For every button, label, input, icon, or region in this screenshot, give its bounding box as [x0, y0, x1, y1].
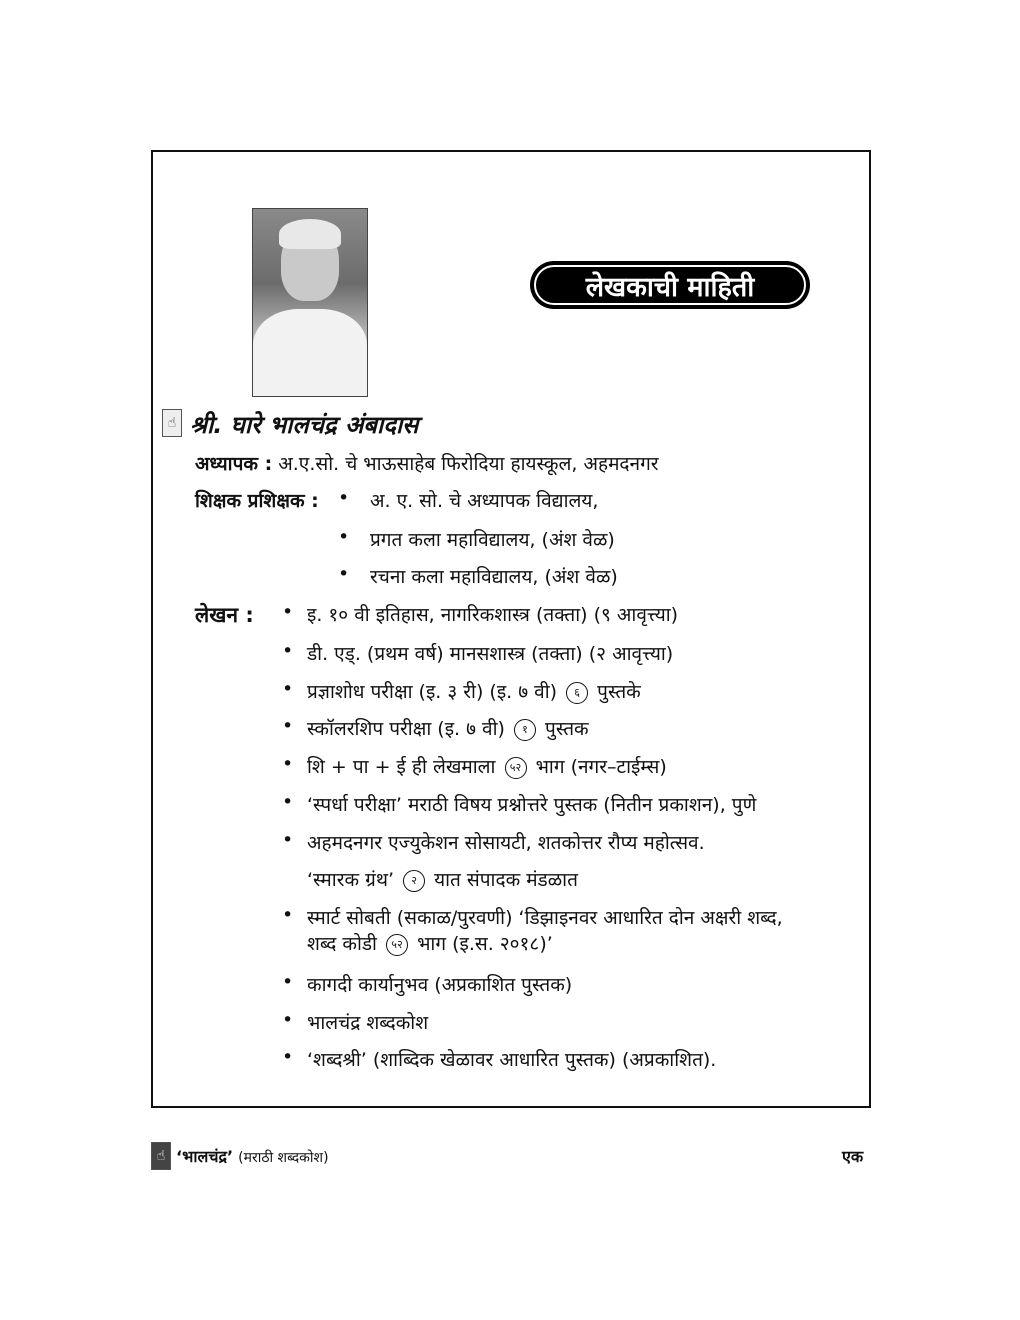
- bullet: •: [282, 791, 294, 813]
- circled-number: १: [514, 719, 536, 741]
- writing-item: स्मार्ट सोबती (सकाळ/पुरवणी) ‘डिझाइनवर आधारित दोन अक्षरी शब्द,: [307, 907, 783, 929]
- trainer-label: शिक्षक प्रशिक्षक :: [195, 490, 319, 512]
- trainer-item: अ. ए. सो. चे अध्यापक विद्यालय,: [370, 490, 599, 512]
- writing-item: स्कॉलरशिप परीक्षा (इ. ७ वी) १ पुस्तक: [307, 718, 589, 740]
- bullet: •: [282, 640, 294, 662]
- bullet: •: [282, 678, 294, 700]
- page-number: एक: [842, 1147, 864, 1166]
- hand-icon: ☝: [151, 1142, 171, 1170]
- bullet: •: [282, 1046, 294, 1068]
- circled-number: ६: [566, 682, 588, 704]
- document-page: लेखकाची माहिती ☝ श्री. घारे भालचंद्र अंबादास अध्यापक : अ.ए.सो. चे भाऊसाहेब फिरोदिया हायस्कूल, अहमदनगर शिक्षक प्रशिक्षक : • अ. ए. सो. चे अध्यापक विद्यालय, • प्रगत कला महाविद्यालय, (अंश वेळ) • रचना कला महाविद्यालय, (अंश वेळ) लेखन : • इ. १० वी इतिहास, नागरिकशास्त्र (तक्ता) (९ आवृत्त्या) • डी. एड्. (प्रथम वर्ष) मानसशास्त्र (तक्ता) (२ आवृत्त्या) • प्रज्ञाशोध परीक्षा (इ. ३ री) (इ. ७ वी) ६ पुस्तके • स्कॉलरशिप परीक्षा (इ. ७ वी) १ पुस्तक • शि + पा + ई ही लेखमाला ५२ भाग (नगर–टाईम्स) • ‘स्पर्धा परीक्षा’ मराठी विषय प्रश्नोत्तरे पुस्तक (नितीन प्रकाशन), पुणे • अहमदनगर एज्युकेशन सोसायटी, शतकोत्तर रौप्य महोत्सव. ‘स्मारक ग्रंथ’ २ यात संपादक मंडळात • स्मार्ट सोबती (सकाळ/पुरवणी) ‘डिझाइनवर आधारित दोन अक्षरी शब्द, शब्द कोडी ५२ भाग (इ.स. २०१८)’ • कागदी कार्यानुभव (अप्रकाशित पुस्तक) • भालचंद्र शब्दकोश • ‘शब्दश्री’ (शाब्दिक खेळावर आधारित पुस्तक) (अप्रकाशित). ☝ ‘भालचंद्र’ (मराठी शब्दकोश) एक: [0, 0, 1020, 1320]
- bullet: •: [282, 753, 294, 775]
- writing-item: अहमदनगर एज्युकेशन सोसायटी, शतकोत्तर रौप्य महोत्सव.: [307, 832, 705, 854]
- section-title: लेखकाची माहिती: [585, 271, 755, 303]
- bullet: •: [282, 1009, 294, 1031]
- writing-item: भालचंद्र शब्दकोश: [307, 1012, 429, 1034]
- writing-item: ‘स्पर्धा परीक्षा’ मराठी विषय प्रश्नोत्तरे पुस्तक (नितीन प्रकाशन), पुणे: [307, 794, 757, 816]
- writing-item: कागदी कार्यानुभव (अप्रकाशित पुस्तक): [307, 974, 573, 996]
- trainer-item: रचना कला महाविद्यालय, (अंश वेळ): [370, 566, 618, 588]
- author-name: श्री. घारे भालचंद्र अंबादास: [190, 411, 419, 439]
- writing-item: शि + पा + ई ही लेखमाला ५२ भाग (नगर–टाईम्स): [307, 756, 667, 778]
- bullet: •: [282, 971, 294, 993]
- bullet: •: [282, 601, 294, 623]
- writing-item: डी. एड्. (प्रथम वर्ष) मानसशास्त्र (तक्ता) (२ आवृत्त्या): [307, 643, 674, 665]
- bullet: •: [282, 829, 294, 851]
- circled-number: ५२: [505, 757, 527, 779]
- writing-item: ‘शब्दश्री’ (शाब्दिक खेळावर आधारित पुस्तक) (अप्रकाशित).: [307, 1049, 717, 1071]
- teacher-line: अध्यापक : अ.ए.सो. चे भाऊसाहेब फिरोदिया हायस्कूल, अहमदनगर: [195, 453, 659, 475]
- writing-item: ‘स्मारक ग्रंथ’ २ यात संपादक मंडळात: [307, 869, 578, 891]
- bullet: •: [282, 715, 294, 737]
- writing-item: प्रज्ञाशोध परीक्षा (इ. ३ री) (इ. ७ वी) ६ पुस्तके: [307, 681, 641, 703]
- writing-item: इ. १० वी इतिहास, नागरिकशास्त्र (तक्ता) (९ आवृत्त्या): [307, 604, 679, 626]
- trainer-item: प्रगत कला महाविद्यालय, (अंश वेळ): [370, 529, 615, 551]
- circled-number: ५२: [386, 934, 408, 956]
- writing-label: लेखन :: [195, 603, 254, 627]
- writing-item: शब्द कोडी ५२ भाग (इ.स. २०१८)’: [307, 933, 553, 955]
- section-title-badge: [530, 261, 810, 309]
- bullet: •: [282, 904, 294, 926]
- author-photo: [252, 208, 368, 397]
- circled-number: २: [403, 870, 425, 892]
- footer-book-title: ‘भालचंद्र’ (मराठी शब्दकोश): [176, 1147, 329, 1166]
- hand-icon: ☝: [162, 409, 182, 437]
